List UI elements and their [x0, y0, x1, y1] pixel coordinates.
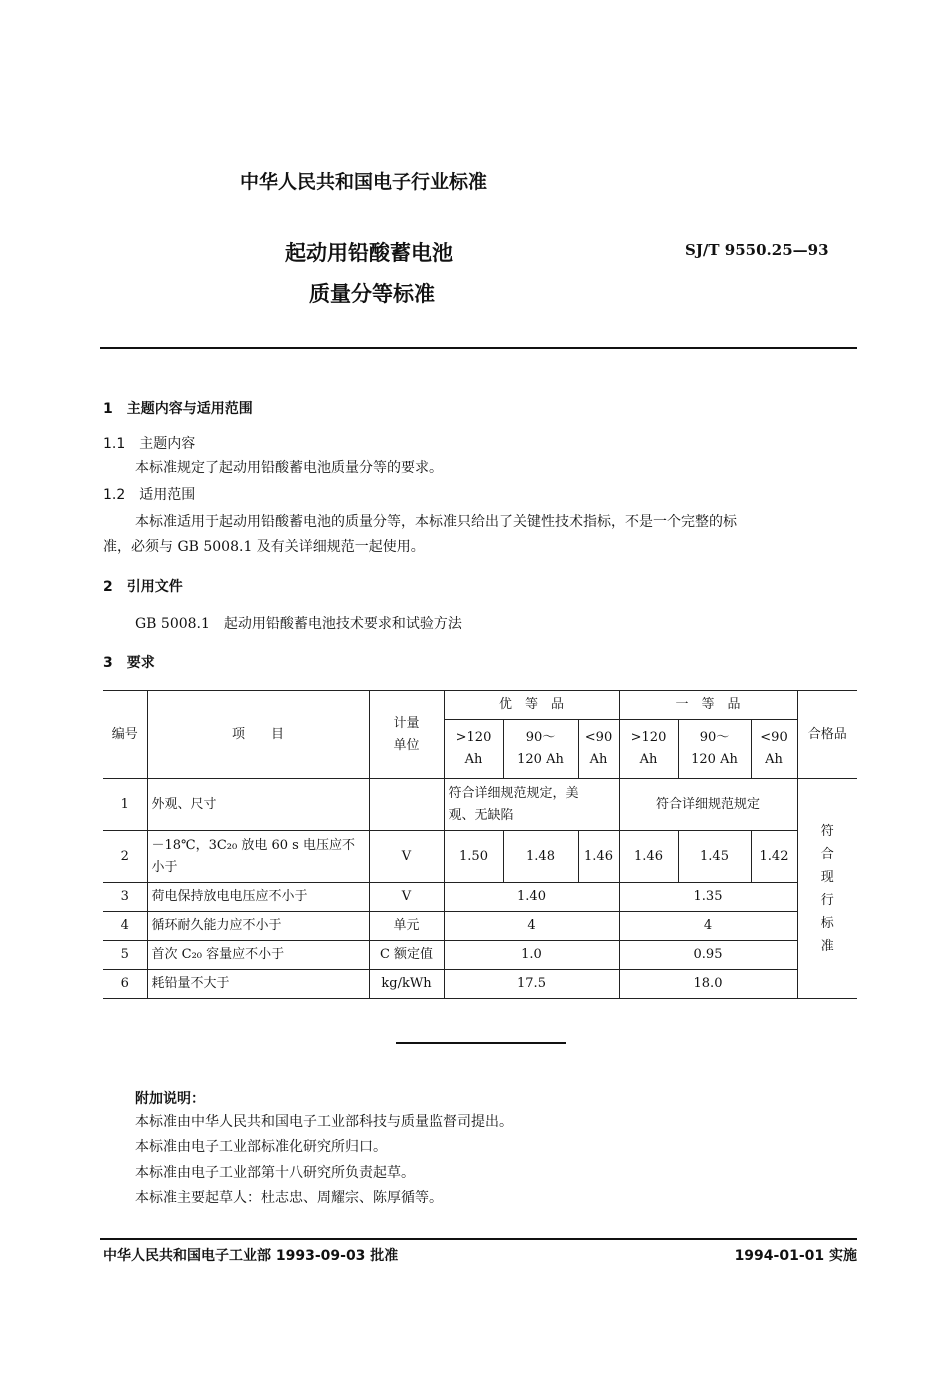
header-item: 项 目	[147, 691, 369, 779]
row-grade-first: 0.95	[619, 941, 797, 970]
row-no: 3	[103, 883, 147, 912]
section-1-2-text-a: 本标准适用于起动用铅酸蓄电池的质量分等，本标准只给出了关键性技术指标，不是一个完整的标	[135, 514, 737, 530]
subheader-cell	[751, 720, 797, 779]
table-header-row	[103, 691, 857, 720]
subheader-unit: Ah	[589, 752, 608, 767]
header-unit	[369, 691, 444, 779]
table-row	[103, 779, 857, 831]
row-item: 首次 C₂₀ 容量应不小于	[147, 941, 369, 970]
row-grade-premium: 4	[444, 912, 619, 941]
row-no: 2	[103, 831, 147, 883]
notes-line: 本标准由中华人民共和国电子工业部科技与质量监督司提出。	[135, 1114, 513, 1130]
row-grade-first: 符合详细规范规定	[619, 779, 797, 831]
row-grade-first: 18.0	[619, 970, 797, 999]
header-no: 编号	[103, 691, 147, 779]
subheader-unit: 120 Ah	[691, 752, 738, 767]
row-value: 1.42	[751, 831, 797, 883]
notes-title: 附加说明：	[135, 1091, 205, 1107]
table-row	[103, 970, 857, 999]
qualified-char: 行	[820, 892, 834, 908]
subheader-range: >120	[455, 730, 492, 745]
requirements-table	[103, 690, 857, 999]
row-grade-premium: 17.5	[444, 970, 619, 999]
row-unit: V	[369, 883, 444, 912]
row-item-a: －18℃，3C₂₀ 放电 60 s 电压应不	[151, 837, 355, 853]
qualified-char: 合	[820, 846, 834, 862]
row-unit: 单元	[369, 912, 444, 941]
subheader-unit: Ah	[765, 752, 783, 767]
section-1-2-text-b: 准，必须与 GB 5008.1 及有关详细规范一起使用。	[103, 539, 425, 555]
header-unit-a: 计量	[393, 715, 420, 731]
row-grade-premium: 1.0	[444, 941, 619, 970]
subheader-unit: 120 Ah	[517, 752, 564, 767]
row-grade-premium	[444, 779, 619, 831]
qualified-char: 准	[820, 938, 834, 954]
qualified-char: 符	[820, 823, 834, 839]
doc-title-line2: 质量分等标准	[309, 282, 435, 306]
table-row	[103, 912, 857, 941]
subheader-cell	[578, 720, 619, 779]
section-2-title: 2 引用文件	[103, 579, 183, 595]
subheader-range: 90～	[525, 730, 556, 745]
row-item: 荷电保持放电电压应不小于	[147, 883, 369, 912]
header-grade-premium: 优 等 品	[444, 691, 619, 720]
row-no: 1	[103, 779, 147, 831]
section-1-1-title: 1.1 主题内容	[103, 436, 196, 452]
approval-date: 中华人民共和国电子工业部 1993-09-03 批准	[103, 1248, 399, 1264]
subheader-unit: Ah	[464, 752, 483, 767]
section-2-reference: GB 5008.1 起动用铅酸蓄电池技术要求和试验方法	[135, 616, 462, 632]
row-unit: V	[369, 831, 444, 883]
row-item: 耗铅量不大于	[147, 970, 369, 999]
row-unit: C 额定值	[369, 941, 444, 970]
subheader-range: <90	[760, 730, 788, 745]
header-grade-qualified: 合格品	[797, 691, 857, 779]
org-title: 中华人民共和国电子行业标准	[240, 171, 488, 193]
row-value: 1.46	[619, 831, 678, 883]
table-row	[103, 941, 857, 970]
subheader-range: 90～	[699, 730, 730, 745]
table-row	[103, 883, 857, 912]
row-grade-first: 4	[619, 912, 797, 941]
row-item: 循环耐久能力应不小于	[147, 912, 369, 941]
subheader-cell	[619, 720, 678, 779]
row-item	[147, 831, 369, 883]
doc-title-line1: 起动用铅酸蓄电池	[285, 241, 453, 265]
row-value: 1.50	[444, 831, 503, 883]
row-value: 1.46	[578, 831, 619, 883]
row-unit	[369, 779, 444, 831]
row-no: 6	[103, 970, 147, 999]
notes-line: 本标准主要起草人：杜志忠、周耀宗、陈厚循等。	[135, 1190, 443, 1206]
qualified-char: 标	[820, 915, 834, 931]
row-no: 4	[103, 912, 147, 941]
subheader-cell	[503, 720, 578, 779]
section-3-title: 3 要求	[103, 655, 155, 671]
qualified-cell	[797, 779, 857, 999]
row-item-b: 小于	[151, 859, 178, 875]
qualified-char: 现	[820, 869, 834, 885]
row-grade-first: 1.35	[619, 883, 797, 912]
end-rule	[396, 1042, 566, 1044]
row-grade-premium: 1.40	[444, 883, 619, 912]
row-value: 1.45	[678, 831, 751, 883]
row-item: 外观、尺寸	[147, 779, 369, 831]
footer-rule	[100, 1238, 857, 1240]
subheader-cell	[678, 720, 751, 779]
subheader-cell	[444, 720, 503, 779]
notes-line: 本标准由电子工业部第十八研究所负责起草。	[135, 1165, 415, 1181]
row-no: 5	[103, 941, 147, 970]
section-1-title: 1 主题内容与适用范围	[103, 401, 253, 417]
subheader-range: <90	[584, 730, 613, 745]
header-grade-first: 一 等 品	[619, 691, 797, 720]
row-grade-premium-a: 符合详细规范规定，美	[448, 785, 579, 801]
subheader-range: >120	[630, 730, 667, 745]
section-1-1-text: 本标准规定了起动用铅酸蓄电池质量分等的要求。	[135, 460, 443, 476]
effective-date: 1994-01-01 实施	[734, 1248, 857, 1264]
section-1-2-title: 1.2 适用范围	[103, 487, 196, 503]
row-grade-premium-b: 观、无缺陷	[448, 807, 514, 823]
notes-line: 本标准由电子工业部标准化研究所归口。	[135, 1139, 387, 1155]
table-row	[103, 831, 857, 883]
doc-code: SJ/T 9550.25—93	[685, 241, 829, 259]
header-unit-b: 单位	[393, 737, 420, 753]
row-unit: kg/kWh	[369, 970, 444, 999]
subheader-unit: Ah	[639, 752, 658, 767]
header-rule	[100, 347, 857, 349]
row-value: 1.48	[503, 831, 578, 883]
